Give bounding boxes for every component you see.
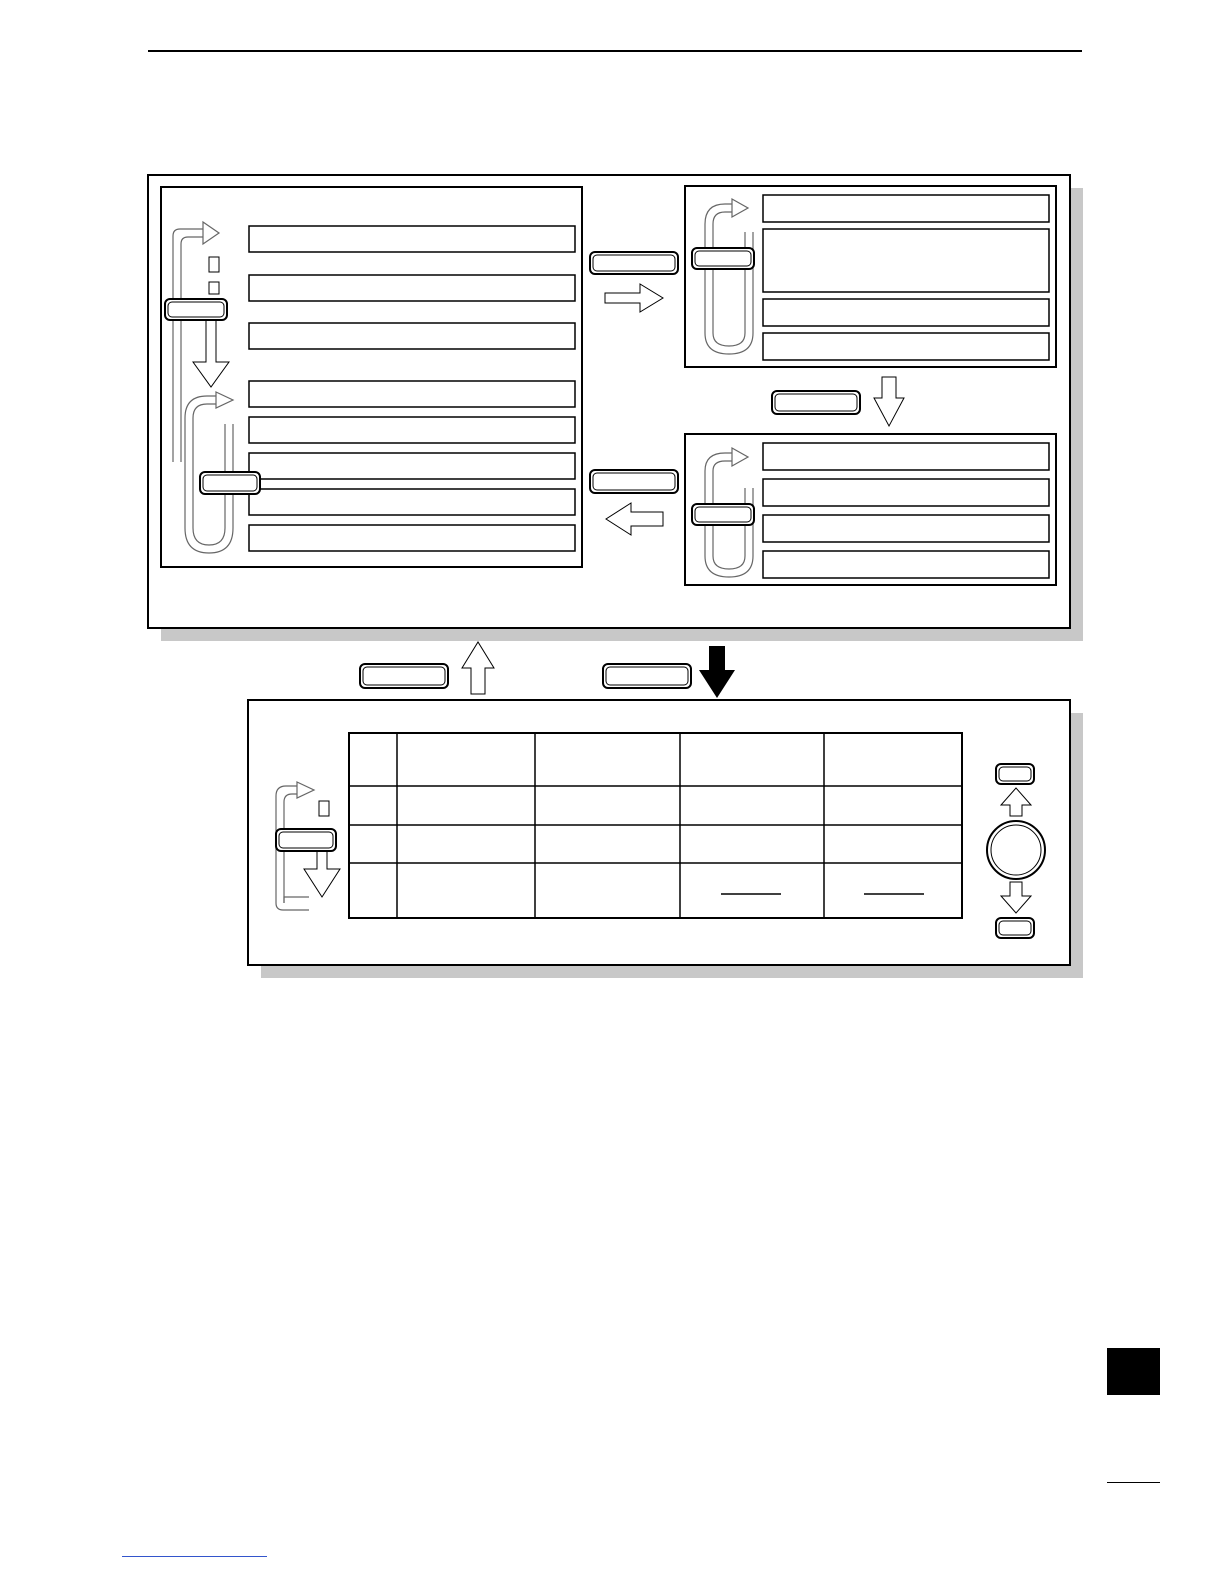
bottom-right-menu-item[interactable] — [763, 443, 1049, 470]
enter-button[interactable] — [603, 664, 691, 688]
go-right-button[interactable] — [590, 252, 678, 274]
main-menu-button[interactable] — [165, 299, 227, 320]
bottom-right-menu-button[interactable] — [692, 504, 754, 525]
top-right-menu-item[interactable] — [763, 299, 1049, 326]
bottom-right-menu-item[interactable] — [763, 479, 1049, 506]
indicator-icon — [319, 801, 329, 816]
main-menu-item[interactable] — [249, 275, 575, 301]
main-menu-item[interactable] — [249, 489, 575, 515]
bottom-right-menu-item[interactable] — [763, 551, 1049, 578]
bottom-right-menu-screen — [685, 434, 1056, 585]
table-menu-button[interactable] — [276, 829, 336, 851]
up-button[interactable] — [996, 764, 1034, 784]
indicator-icon — [209, 257, 219, 272]
outline-up-arrow-icon — [462, 642, 494, 694]
main-menu-screen — [161, 187, 582, 567]
bottom-right-menu-item[interactable] — [763, 515, 1049, 542]
main-menu-item[interactable] — [249, 226, 575, 252]
dial-knob-icon[interactable] — [987, 821, 1045, 879]
section-side-tab — [1107, 1348, 1160, 1395]
go-left-button[interactable] — [590, 470, 678, 493]
main-menu-item[interactable] — [249, 525, 575, 551]
top-right-menu-item[interactable] — [763, 333, 1049, 360]
footer-link-underline[interactable] — [122, 1556, 267, 1557]
data-table — [349, 733, 962, 918]
top-right-menu-screen — [685, 186, 1056, 367]
return-button[interactable] — [360, 664, 448, 688]
top-right-menu-item[interactable] — [763, 195, 1049, 222]
sub-menu-button[interactable] — [200, 472, 260, 494]
top-right-menu-item[interactable] — [763, 229, 1049, 292]
main-menu-items — [249, 226, 575, 551]
solid-down-arrow-icon — [699, 646, 735, 698]
main-menu-item[interactable] — [249, 323, 575, 349]
main-menu-item[interactable] — [249, 381, 575, 407]
main-menu-item[interactable] — [249, 453, 575, 479]
page-number-line — [1107, 1482, 1160, 1483]
go-down-button[interactable] — [772, 391, 860, 414]
indicator-icon — [209, 282, 219, 294]
top-right-menu-button[interactable] — [692, 248, 754, 269]
main-menu-item[interactable] — [249, 417, 575, 443]
down-button[interactable] — [996, 918, 1034, 938]
